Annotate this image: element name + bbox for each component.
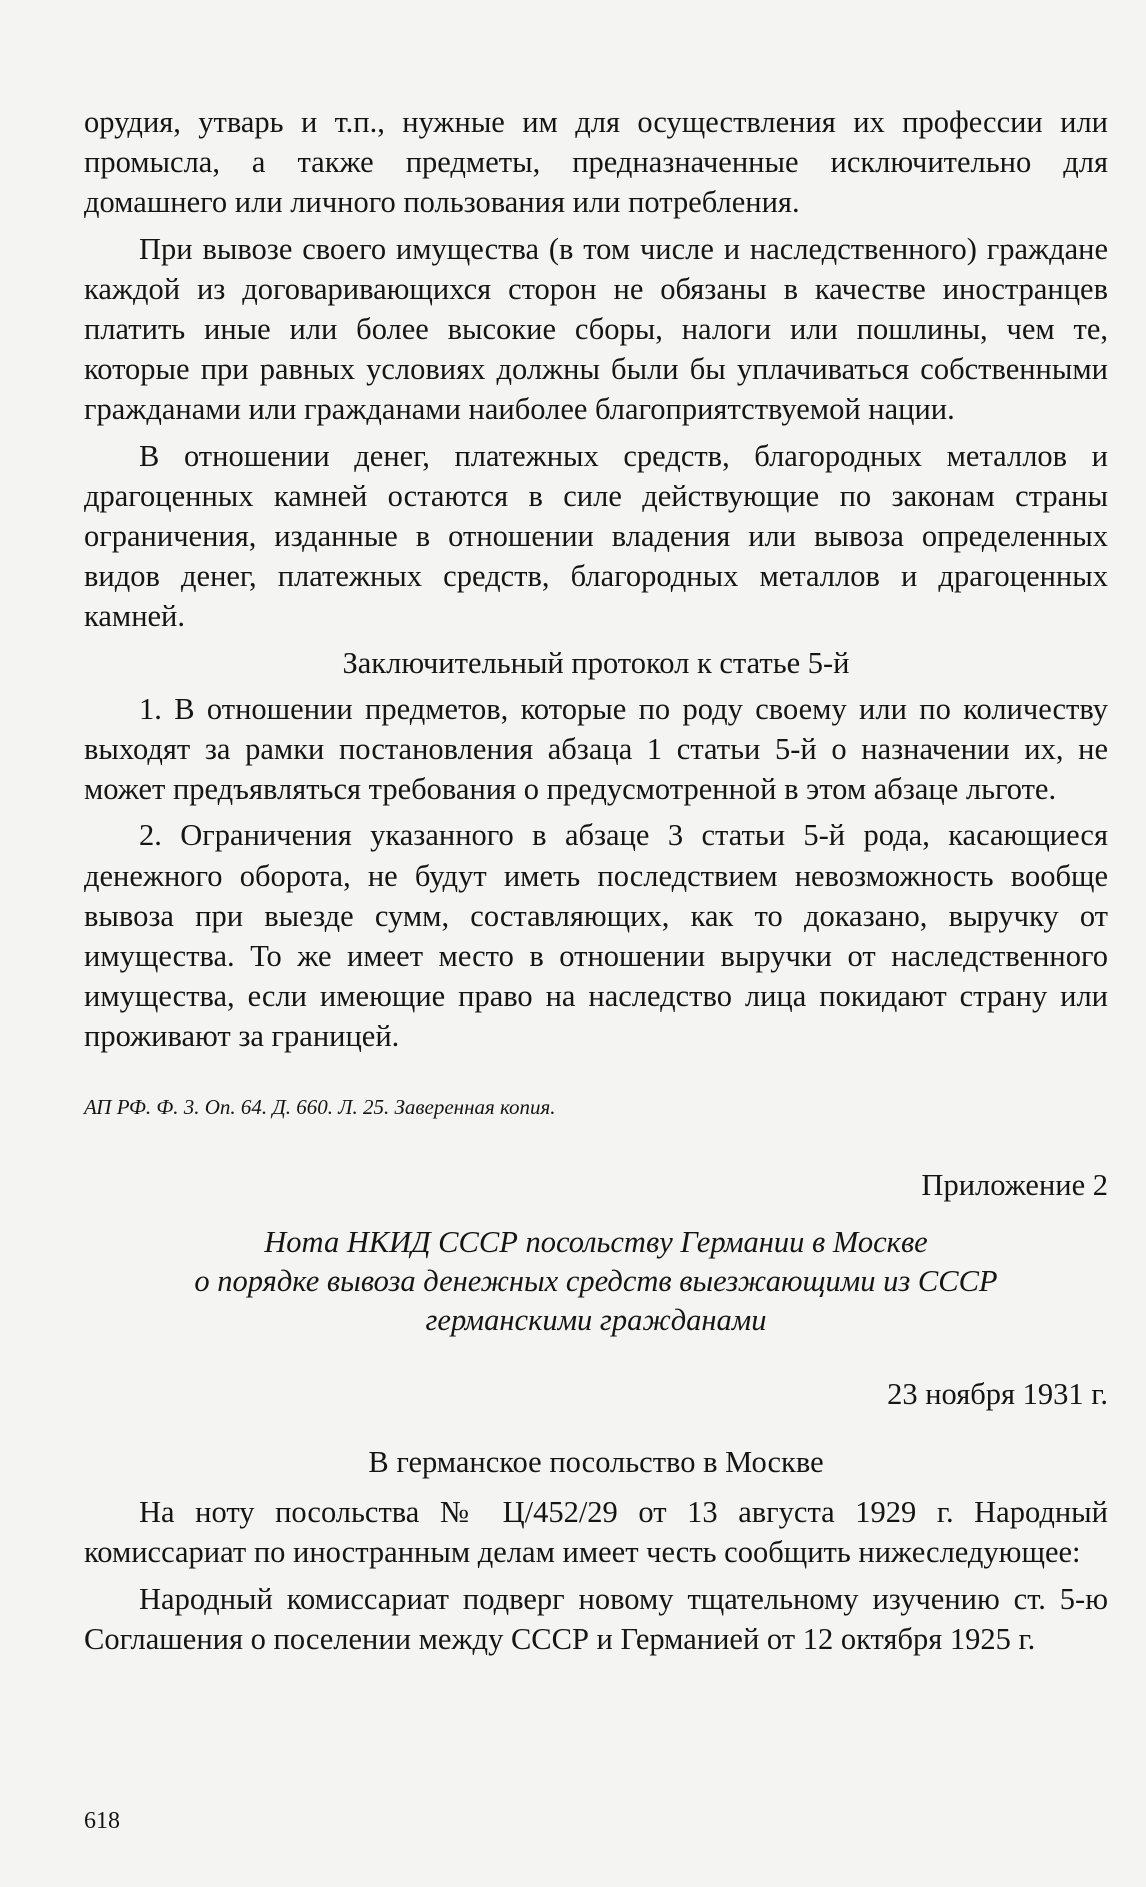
addressee: В германское посольство в Москве xyxy=(368,1445,824,1480)
body-paragraph-1: На ноту посольства № Ц/452/29 от 13 августа 1929 г. Народный комиссариат по иностранным делам имеет честь сообщить нижеследующее: xyxy=(84,1495,1108,1570)
body-paragraph-2: Народный комиссариат подверг новому тщательному изучению ст. 5-ю Соглашения о поселении между СССР и Германией от 12 октября 1925 г. xyxy=(84,1581,1108,1656)
note-title-line-1: Нота НКИД СССР посольству Германии в Москве xyxy=(264,1224,928,1259)
protocol-item-2: 2. Ограничения указанного в абзаце 3 статьи 5-й рода, касающиеся денежного оборота, не будут иметь последствием невозможность вообще вывоза при выезде сумм, составляющих, как то доказано, выручку от имущества. То же имеет место в отношении выручки от наследственного имущества, если имеющие право на наследство лица покидают страну или проживают за границей. xyxy=(84,818,1108,1054)
note-title xyxy=(84,1223,1108,1340)
archival-source: АП РФ. Ф. 3. Оп. 64. Д. 660. Л. 25. Заверенная копия. xyxy=(84,1094,556,1119)
protocol-item-1: 1. В отношении предметов, которые по роду своему или по количеству выходят за рамки постановления абзаца 1 статьи 5-й о назначении их, не может предъявляться требования о предусмотренной в этом абзаце льготе. xyxy=(84,691,1108,807)
paragraph-3: В отношении денег, платежных средств, благородных металлов и драгоценных камней остаются в силе действующие по законам страны ограничения, изданные в отношении владения или вывоза определенных видов денег, платежных средств, благородных металлов и драгоценных камней. xyxy=(84,438,1108,634)
appendix-label: Приложение 2 xyxy=(921,1167,1108,1202)
document-page xyxy=(84,102,1108,1665)
note-title-line-3: германскими гражданами xyxy=(425,1302,767,1337)
note-date: 23 ноября 1931 г. xyxy=(887,1376,1108,1411)
paragraph-1: орудия, утварь и т.п., нужные им для осуществления их профессии или промысла, а также предметы, предназначенные исключительно для домашнего или личного пользования или потребления. xyxy=(84,105,1108,220)
page-number: 618 xyxy=(84,1808,120,1834)
protocol-title: Заключительный протокол к статье 5-й xyxy=(342,645,850,680)
note-title-line-2: о порядке вывоза денежных средств выезжающими из СССР xyxy=(194,1263,998,1298)
paragraph-2: При вывозе своего имущества (в том числе и наследственного) граждане каждой из договаривающихся сторон не обязаны в качестве иностранцев платить иные или более высокие сборы, налоги или пошлины, чем те, которые при равных условиях должны были бы уплачиваться собственными гражданами или гражданами наиболее благоприятствуемой нации. xyxy=(84,231,1108,427)
